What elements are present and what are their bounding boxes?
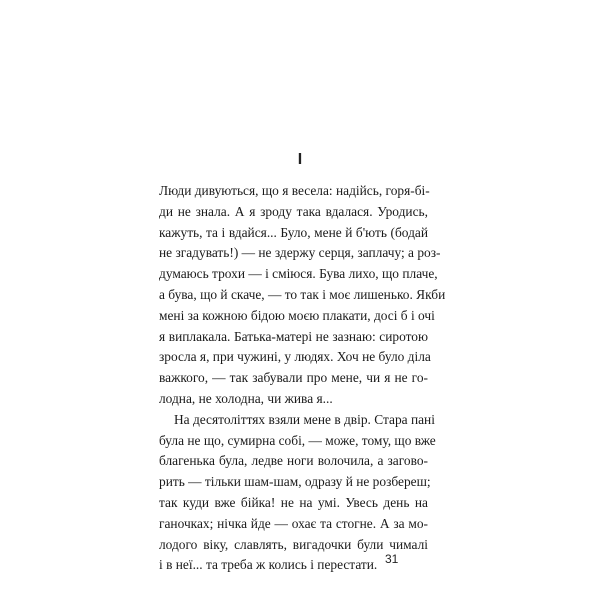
- text-line: так куди вже бійка! не на умі. Увесь день на: [159, 494, 428, 510]
- text-line: була не що, сумирна собі, — може, тому, що вже: [159, 432, 436, 448]
- text-line: благенька була, ледве ноги волочила, а загово-: [159, 453, 428, 469]
- text-line: рить — тільки шам-шам, одразу й не розбереш;: [159, 474, 431, 490]
- text-line: лодого віку, славлять, вигадочки були чималі: [159, 536, 428, 552]
- chapter-heading: I: [297, 151, 303, 168]
- text-line: Люди дивуються, що я весела: надійсь, горя-бі-: [159, 183, 430, 198]
- text-line: кажуть, та і вдайся... Було, мене й б'ють (бодай: [159, 224, 428, 240]
- text-line: і в неї... та треба ж колись і перестати.: [159, 557, 378, 573]
- text-line: я виплакала. Батька-матері не зазнаю: сиротою: [159, 328, 428, 344]
- text-line: ганочках; нічка йде — охає та стогне. А за мо-: [159, 515, 428, 531]
- text-line: не згадувать!) — не здержу серця, заплачу; а роз-: [159, 245, 441, 261]
- page-number: 31: [385, 552, 399, 566]
- text-line: мені за кожною бідою моєю плакати, досі б і очі: [159, 307, 435, 323]
- text-line: лодна, не холодна, чи жива я...: [159, 390, 333, 406]
- body-text: [159, 181, 446, 576]
- text-line: ди не знала. А я зроду така вдалася. Уродись,: [159, 203, 428, 219]
- paragraph-1: [159, 181, 446, 410]
- text-line: На десятоліттях взяли мене в двір. Стара пані: [174, 411, 435, 427]
- text-line: думаюсь трохи — і сміюся. Бува лихо, що плаче,: [159, 266, 438, 282]
- text-line: важкого, — так забували про мене, чи я не го-: [159, 370, 428, 386]
- text-line: а бува, що й скаче, — то так і моє лишенько. Якби: [159, 286, 446, 302]
- text-line: зросла я, при чужині, у людях. Хоч не було діла: [159, 349, 431, 365]
